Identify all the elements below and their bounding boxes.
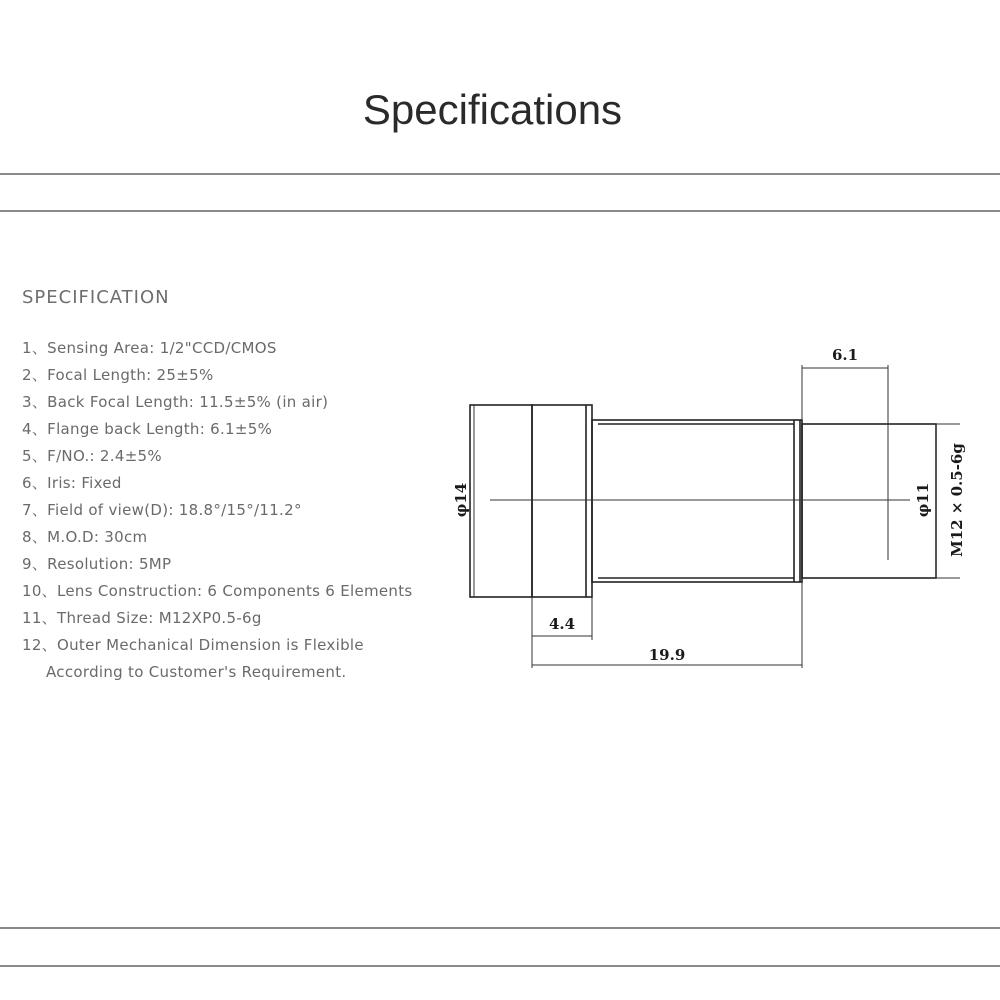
spec-item-3: 3、Back Focal Length: 11.5±5% (in air) bbox=[22, 393, 329, 411]
dim-inner-diameter-label: φ11 bbox=[914, 482, 932, 518]
spec-item-12-continued: According to Customer's Requirement. bbox=[46, 663, 347, 681]
spec-item-9: 9、Resolution: 5MP bbox=[22, 555, 172, 573]
spec-heading: SPECIFICATION bbox=[22, 287, 170, 308]
spec-list bbox=[22, 338, 413, 689]
lens-technical-drawing bbox=[440, 330, 980, 680]
divider-upper bbox=[0, 210, 1000, 212]
dim-barrel-label: 4.4 bbox=[548, 615, 576, 633]
spec-item-10: 10、Lens Construction: 6 Components 6 Elements bbox=[22, 582, 413, 600]
divider-lower bbox=[0, 927, 1000, 929]
spec-item-1: 1、Sensing Area: 1/2"CCD/CMOS bbox=[22, 339, 277, 357]
dim-thread-label: M12 × 0.5-6g bbox=[948, 443, 966, 557]
spec-item-7: 7、Field of view(D): 18.8°/15°/11.2° bbox=[22, 501, 302, 519]
dim-flange-label: 6.1 bbox=[831, 346, 859, 364]
spec-item-4: 4、Flange back Length: 6.1±5% bbox=[22, 420, 273, 438]
spec-item-8: 8、M.O.D: 30cm bbox=[22, 528, 148, 546]
lens-thread bbox=[592, 420, 802, 582]
spec-item-5: 5、F/NO.: 2.4±5% bbox=[22, 447, 162, 465]
spec-item-2: 2、Focal Length: 25±5% bbox=[22, 366, 214, 384]
divider-top bbox=[0, 173, 1000, 175]
lens-barrel bbox=[470, 405, 532, 597]
spec-item-11: 11、Thread Size: M12XP0.5-6g bbox=[22, 609, 262, 627]
dim-length-label: 19.9 bbox=[648, 646, 686, 664]
page-title: Specifications bbox=[362, 86, 623, 133]
dim-outer-diameter-label: φ14 bbox=[452, 482, 470, 518]
spec-item-12: 12、Outer Mechanical Dimension is Flexible bbox=[22, 636, 364, 654]
divider-bottom bbox=[0, 965, 1000, 967]
spec-item-6: 6、Iris: Fixed bbox=[22, 474, 122, 492]
lens-barrel-step bbox=[532, 405, 592, 597]
